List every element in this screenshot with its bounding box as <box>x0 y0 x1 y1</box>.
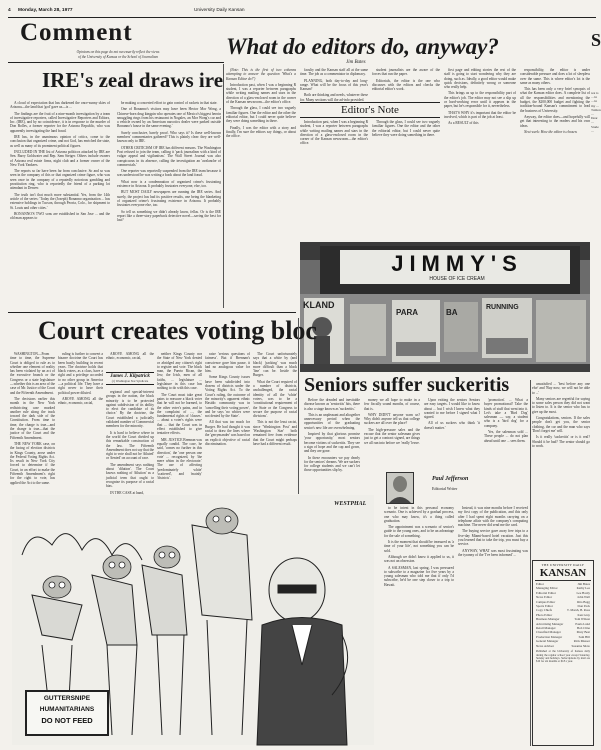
masthead-nameplate: KANSAN <box>539 567 587 579</box>
court-column-5: raise 'serious questions of fairness'. But if Brennan's conscience gave him pause, it had no analogous value for him. Some Kings County issues have been subdivided into dozens of districts under the Voting Rights Act. To the Court's ruling, the outcome of the minority's apparent ethnic Hasidic community was in 'cancelling their voting power', and he says 'no whites were not denied by the State'. All that was too much for Burger. He had thought it was racial to draw the lines where the 'gerrymander' was based on an explicit objective of racial discrimination. <box>205 352 251 446</box>
cartoon-sign-line-1: GUTTERSNIPE <box>43 695 91 702</box>
court-column-6: The Court unfortunately says that a white by (and black) 'packing' was much more difficult than a black 'line' can be. Inside the Burger. What the Court required of a number of districts, unchallenged, the racial identity of all the 'white' voters, was to be a 'constitutional requirement of the State or the Congress to secure the purpose of racial divisions'. This is not the least racist, since 'Washington Post' and 'Washington Star' both remained free from evidence that the Court might perhaps have had a different result. <box>253 352 297 446</box>
poster-1: PARA <box>396 308 419 317</box>
author-portrait-graphic <box>387 473 413 503</box>
sidebar-headline: S <box>591 30 601 50</box>
masthead-role: Managing Editor <box>536 586 558 591</box>
masthead-role: Copy Chiefs <box>536 608 553 613</box>
masthead-role: Business Manager <box>536 617 560 622</box>
kansan-masthead <box>532 560 594 746</box>
masthead-role: Photo Editor <box>536 612 553 617</box>
seniors-column-3: Upon exiting the seniors Seniors are easy targets. I would like to know about ... but I wish I knew what they wanted to me before I signed what I signed. All of us suckers who think 'it doesn't matter.' <box>424 398 480 430</box>
masthead-role: Retail Manager <box>536 626 556 631</box>
court-affiliation: (c) Washington Star Syndicate <box>111 379 149 383</box>
editors-note-box <box>300 102 440 118</box>
editors-headline: What do editors do, anyway? <box>226 34 499 59</box>
seniors-column-5: to be intent in this personal economy scenario. One is achieved by a gradual process, one who may know, it's a thing called graduation. The appointment was a scenario of senior's guide to the young ones, and to be an advantage for the sale of something. It is the moment that should be treasured as 'a time of your life', not something you can be sold. Although we didn't know it applied to us, it was not an obsession. A SALESMAN, last spring, I was pressured to subscribe to a magazine for five years by a young salesman who told me that if only I'd subscribe, he'd be one step closer to a trip to Hawaii. <box>384 506 454 587</box>
editors-column-2: faculty and the Kansan staff all at the same time. The job as a commentator in diplomacy. PLANNING, both day-to-day and long-range. What will be the focus of this year's Kansan? Both are thinking and needs, whatever these for. Many sections will the ad-info provided. <box>300 68 368 102</box>
masthead-person: Bob Cline <box>576 626 590 631</box>
masthead-person: Rick Musser <box>573 639 590 644</box>
ire-column-2: be making a concerted effort to gain control of rackets in that state. One of Bonanno's visitors may have been Hector Mor Wong, a Chinese-born drug kingpin who operates one of Mexico's biggest heroin smuggling rings from his restaurant in Nogales, an Mor Wong's car and a vehicle owned by an American narcotics dealer were parked outside Bonanno's house in the same evening.' Surely conclusive, barely proof. Who says it? Is these well-known members' commentaries gathered? This is plainly clear: they are well-known only to IRE. OTHER CRITICISM OF IRE has different reasons. The Washington Post refused to join the team, calling it 'pack journalism with a kind of vulgar appeal and vigilantism.' The Wall Street Journal was also conspicuous in its absence, calling the investigation an 'avalanche of commercials.' One reporter was reportedly suspended from the IRE team because it was understood he was writing a book about the land fraud. What now is a condemnation of organized crime's frustrating existence in Arizona. It probably frustrates everyone, else, too. BUT MOST DAILY newspapers are running the IRE series. And surely, the project has had its positive results, one being the blanketing of organized crime's frustrating existence in Arizona. It probably frustrates everyone else, too. So tell us something we didn't already know, fellas. Or is the IRE report like a three-story paperback detective novel—saving the best for last? <box>117 101 221 223</box>
editors-note-title: Editor's Note <box>341 104 399 116</box>
court-byline: James J. Kilpatrick <box>110 374 150 379</box>
masthead-top: THE UNIVERSITY DAILY <box>541 563 585 567</box>
masthead-person: Kathy Lee <box>576 586 590 591</box>
masthead-role: Production Manager <box>536 634 563 639</box>
masthead-person: Tom Wilson <box>574 617 590 622</box>
masthead-role: News Editor <box>536 595 553 600</box>
cartoon-sign-line-2: HUMANITARIANS <box>39 706 95 713</box>
masthead-person: Paula Lund <box>575 621 590 626</box>
cartoon-signature: WESTPHAL <box>334 501 367 507</box>
poster-3: RUNNING <box>486 304 519 311</box>
editors-column-3: student journalists are the aware of the forces that run the paper. Editorials, the editor is the one who discusses with the editors and checks the editorial editor's work. <box>372 68 440 92</box>
ire-column-1: A cloud of expectation that has darkened the once-sunny skies of Arizona—the land that 'god' gave us—is ... The findings are the fruit of a nine-month investigation by a team of investigative reporters, called Investigative Reporters and Editors, Inc. (IRE), and by no coincidence, it is in response to the murder of Don Bolles, a former reporter for the Arizona Republic, who was apparently investigating the land fraud. IRE has, in the unanimous opinion of critics, come to the conclusion that organized crime, and not God, has enriched the state, as well as many of its prominent political figures. INCLUDED IN THE list of Arizona politicos attacked by IRE are Sen. Barry Goldwater and Rep. Sam Steiger. Others include owners of Arizona real estate firms, night club and a former owner of the New York Yankees. The reports so far have been far from conclusive. So and so was seen in the company of this or that organized crime figure, who was seen once in the company of a reputedly notorious gambling and prostitution ring, who is reportedly the friend of a parking lot attendant in Denver. The truth isn't that much more substantial. Yes, from the 14th article of the series: 'Today the (Joseph) Bonanno organization ... has extensive holdings in Tucson, through Peoria, Colo., for shipment to St. Louis and other cities.' BONANNO'S TWO sons are established in San Jose ... and the old man appears to <box>10 101 110 221</box>
masthead-person: Mary Best <box>576 630 590 635</box>
masthead-role: News Adviser <box>536 643 554 648</box>
seniors-headline: Seniors suffer suckeritis <box>304 374 510 396</box>
comment-disclaimer: Opinions on this page do not necessarily reflect the views of the University of Kansas or the School of Journalism <box>76 50 160 59</box>
court-column-1: WASHINGTON—From time to time, the Supreme Court is obliged to rule as to whether one element of reality has been violated by an act of the executive branch or the Congress or a state legislature—whether this is an area of the case of Mr. Justice of the Court and the Fifteenth Amendment. The decisions earlier this month in the New York redistricting case marked another rule along the track toward the dark side of the Constitution. From time to time, the charge is true—and the charge is true—that the justice of the Court and the Fifteenth Amendment. THE NEW YORK case, on the facing of election districts in Kings County, arose under the Federal Voting Rights Act. Its result in New York City forced to determine if the Court, in an effort to make the Fifteenth Amendment's right for the right to vote, has applied the Act to the same. <box>10 352 56 485</box>
sidebar-fragment <box>591 30 600 730</box>
masthead-role: Classified Manager <box>536 630 561 635</box>
comment-title: Comment <box>20 19 133 46</box>
masthead-person: Rita Bagg <box>577 599 590 604</box>
masthead-person: T. Marsh, B. Ross <box>567 608 590 613</box>
masthead-role: Sports Editor <box>536 604 553 609</box>
storefront-sign-sub: HOUSE OF ICE CREAM <box>429 276 485 282</box>
storefront-sign-main: JIMMY'S <box>391 251 523 276</box>
masthead-person: Lee Hardy <box>576 590 590 595</box>
storefront-photo <box>300 242 590 372</box>
editors-column-1: (Note: This is the first of two columns attempting to answer the question 'What's a Kansan Editor do?') Introduction past, when I was a beginning R student, I was a reporter between paragraphs while writing mailing names and stars in the direction of a glass-enclosed room in the corner of the Kansan newsroom—the editor's office. Through the glass, I could see two vaguely familiar figures. One the editor and the other the editorial editor, but I could never quite believe they were doing something in there. Finally, I was the editor with a story and finally, I'm sure the editors say things, or about the office. <box>226 68 296 139</box>
masthead-person: Sam Hill <box>578 634 590 639</box>
paper-name: University Daily Kansan <box>193 8 245 13</box>
page-date: Monday, March 28, 1977 <box>18 8 73 13</box>
masthead-person: Susanne Shaw <box>571 643 590 648</box>
storefront-sign-left: KLAND <box>303 300 335 310</box>
sidebar-text: not is ... in ... in my ... Tuition ... Dear ... Stude ... <box>591 91 601 133</box>
cartoon-sign-line-3: DO NOT FEED <box>41 716 93 725</box>
editors-column-3b: Through the glass, I could see two vaguely familiar figures. One the editor and the other the editorial editor, but I could never quite believe they were doing something in there. <box>372 120 440 137</box>
court-column-2b: ABOVE AMONG all the ethnic, economic, racial, <box>106 352 154 361</box>
masthead-role: Campus Editor <box>536 599 556 604</box>
masthead-footnote: Published at the University of Kansas daily during the regular school year except Saturday, Sunday and holidays. Subscriptions by mail are $10 for six months or $18 a year. <box>536 650 590 664</box>
court-byline-box <box>106 372 154 385</box>
editors-byline: Jim Bates <box>346 60 366 65</box>
masthead-role: Advertising Manager <box>536 621 564 626</box>
court-column-4: neither Kings County nor the State of New York denied or abridged any citizen's right to register and vote. The black man, the Puerto Rican, the Jew, the Irish, men of all faiths, ... legislature ... legislature in this case has nothing to do with this case. The Court must take great pains to reassure a black voter that he will not be harmed, to the other voter's pains, and in the complaint of ..., the fundamental rights of 'classes.' ... about a voter's rights were that ... that the Court was in effect established to give tentative effects. MR. JUSTICE Brennan was equally candid. The case, he said, 'comes no further in this direction', the 'one person one vote' ... recognized, by 'the mere whim in the electorate.' The use of affecting 'predominately white' 'scattered', and 'mainly' 'districts'. <box>157 352 202 481</box>
seniors-column-2: money we all hope to make in a few fiscally sound months, of course, that is. WHY DIDN'T anyone warn us? Why didn't anyone tell us that college suckers are all over the place? The high-pressure sales and the excuse that the senior salesman gives just to get a contract signed, are things we all run into before we 'really' leave. <box>364 398 420 445</box>
court-headline: Court creates voting bloc <box>38 316 317 345</box>
editorial-cartoon <box>12 495 374 745</box>
masthead-staff-list <box>533 582 593 648</box>
seniors-byline: Paul Jefferson <box>432 476 469 482</box>
seniors-author-portrait <box>386 472 414 504</box>
masthead-role: Editorial Editor <box>536 590 556 595</box>
poster-2: BA <box>446 308 458 317</box>
masthead-person: Ken Gray <box>577 612 590 617</box>
masthead-role: Editor <box>536 582 544 586</box>
court-column-3: regional and special-interest groups in the nation, the black minority is to be protected against subdivision of its ability to elect the candidate of its choice.' By the doctrine, the Court established a judicially validated number of Commercial members for the minority. It is hard to believe where in the world the Court divided up this remarkable construction of the law. The Fifteenth Amendment does not say that the right to vote shall not be 'diluted' or 'denied' on account of race. The amendment says nothing about 'dilution'. The Court knows nothing of 'dilution' as a judicial term that ought to recognize its purpose of a racial bias. IN THE CASE at hand, <box>106 390 155 495</box>
editors-column-4: first page and editing stories the rest of the staff is going to start wondering why they are doing, such as. Ideally, a good editor would make quick decisions, definitely wrong or someone who really help. This brings us up to the responsibility part of the editor's job. The editor may not see a slip up or hard-working error until it appears in the paper, but he's responsible for it, nevertheless. THAT'S WHY it's important that the editor be involved, which is part of the job at least. As a RESULT of this <box>444 68 516 126</box>
seniors-column-7: 'promotion'. ... What a buyer promotional! Take the kinds of stuff that went into it. Let's take a 'Bird Dog' salesman — say, a student who is a 'bird dog' for a company. Yes, the salesman sold ... These people ... do not plan ahead until one ... sees them. <box>484 398 528 443</box>
seniors-column-1: Before the dreaded and inevitable disease known as 'senioritis' hits, there is also a stage known as 'suckeritis.' This is an unpleasant and altogether unnecessary period when the opportunities of the graduating senior's new life are overwhelming. Inspired by that glorious promise 'your opportunity,' most seniors become victims of suckeritis. They see a sign of hope and the cap and gown, and they are gone. In these encounters we pay dearly for the seniors' dreams. We are suckers for college students and we can't let those opportunities slip by. <box>304 398 360 473</box>
masthead-person: Jim Bates <box>577 582 590 586</box>
masthead-role: General Manager <box>536 639 559 644</box>
seniors-column-6: Instead, it was nine months before I received my first copy of the publication, and this only after I had spent eight months carrying on a telephone affair with the company's computing machine. The never did send me the card. The buying service gave away free trips to a five-day Miami-based hotel vacation. Just this you learned that to take the trip, you must buy a service. ANYWAY, WHAT was most frustrating was the tyranny of the 'I've been informed' ... <box>458 506 528 557</box>
page-number: 4 <box>8 8 11 13</box>
masthead-person: John Wall <box>577 595 590 600</box>
masthead-person: Don Peck <box>577 604 590 609</box>
court-column-2: ruling is further to convert a bizarre doctrine the Court has been busily building in recent years. The doctrine holds that black voters, as a class, have a right and a privilege accorded to no other group in America—a political life. They have a right never to have their political power diluted. ABOVE AMONG all the ethnic, economic, racial, <box>58 352 103 406</box>
editors-column-5: responsibility, the editor is under considerable pressure and does a lot of sleepless over the same. This is where editor's lot is the same as many others. This has been only a very brief synopsis of what the Kansan editor does. A complete list of all the responsibilities and mentioning the budget, the $200,000 budget and fighting the tradition-bound Kansan's commitment to lead the business of University. Anyway, the editor does—and hopefully will get that interesting to the readers and his own ideas. Next week: How the editor is chosen. <box>520 68 590 134</box>
seniors-column-4: unsatisfied ... 'best before any one else' and 'Buy now, we will not be able to ...' Many seniors are regretful for saying to some sales person they did not want to listen to. It is the senior who has to give up the most. Congratulations, seniors. If the sales people don't get you, the senior clothing, the car and the man who says 'Don't forget me' will. Is it really 'suckeritis' or is it real? Should it be bad? The senior should go to work. <box>532 382 590 448</box>
editors-column-2b: Introduction past, when I was a beginning R student, I was a reporter between paragraphs while writing mailing names and stars in the direction of a glass-enclosed room in the corner of the Kansan newsroom—the editor's office. <box>300 120 368 146</box>
ire-headline: IRE's zeal draws ire <box>42 68 224 92</box>
seniors-byline-title: Editorial Writer <box>432 486 458 491</box>
cartoon-sign <box>26 693 108 727</box>
